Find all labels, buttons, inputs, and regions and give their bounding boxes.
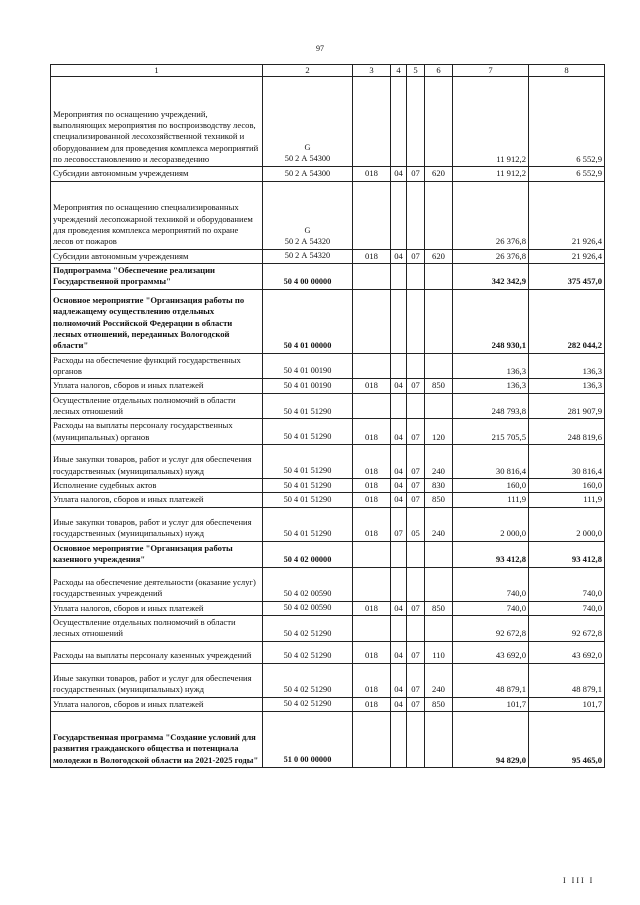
row-c5-cell: 07 — [407, 445, 425, 479]
table-header-row — [51, 65, 605, 77]
table-row — [51, 479, 605, 493]
row-c4-cell — [391, 711, 407, 767]
row-c5-cell — [407, 541, 425, 567]
row-c6-cell: 620 — [425, 167, 453, 181]
table-row — [51, 541, 605, 567]
row-code: 50 4 01 00190 — [283, 380, 332, 390]
row-c4-cell: 04 — [391, 379, 407, 393]
row-c6-cell — [425, 615, 453, 641]
table-row — [51, 615, 605, 641]
row-c3-cell — [353, 615, 391, 641]
row-code-cell — [263, 601, 353, 615]
table-row — [51, 393, 605, 419]
row-c6-cell: 850 — [425, 601, 453, 615]
row-c3-cell: 018 — [353, 663, 391, 697]
row-c6-cell: 620 — [425, 249, 453, 263]
row-v7-cell: 11 912,2 — [453, 77, 529, 167]
row-c3-cell: 018 — [353, 167, 391, 181]
row-v8-cell: 30 816,4 — [529, 445, 605, 479]
row-code: 50 4 02 51290 — [283, 684, 332, 694]
row-c5-cell — [407, 711, 425, 767]
row-name-cell: Государственная программа "Создание условий для развития гражданского общества и потенциала молодежи в Вологодской области на 2021-2025 годы" — [51, 711, 263, 767]
row-code-cell — [263, 393, 353, 419]
row-c6-cell: 120 — [425, 419, 453, 445]
row-c4-cell: 04 — [391, 697, 407, 711]
row-name-cell: Осуществление отдельных полномочий в области лесных отношений — [51, 615, 263, 641]
row-c5-cell: 07 — [407, 167, 425, 181]
header-cell: 2 — [263, 65, 353, 77]
row-v8-cell: 740,0 — [529, 567, 605, 601]
row-name-cell: Субсидии автономным учреждениям — [51, 167, 263, 181]
row-c6-cell: 240 — [425, 445, 453, 479]
row-code-cell — [263, 493, 353, 507]
row-name-cell: Уплата налогов, сборов и иных платежей — [51, 379, 263, 393]
row-v8-cell: 95 465,0 — [529, 711, 605, 767]
row-c3-cell: 018 — [353, 697, 391, 711]
row-c4-cell: 04 — [391, 493, 407, 507]
row-name-cell: Уплата налогов, сборов и иных платежей — [51, 697, 263, 711]
row-c5-cell: 05 — [407, 507, 425, 541]
row-c3-cell — [353, 541, 391, 567]
row-code-cell — [263, 77, 353, 167]
row-c5-cell: 07 — [407, 493, 425, 507]
row-v8-cell: 21 926,4 — [529, 181, 605, 249]
row-v7-cell: 740,0 — [453, 567, 529, 601]
row-name-cell: Иные закупки товаров, работ и услуг для обеспечения государственных (муниципальных) нужд — [51, 507, 263, 541]
row-c3-cell — [353, 181, 391, 249]
page-number: 97 — [316, 44, 324, 53]
table-row — [51, 567, 605, 601]
header-cell: 7 — [453, 65, 529, 77]
row-c4-cell — [391, 181, 407, 249]
row-c5-cell: 07 — [407, 641, 425, 663]
row-code: 50 4 00 00000 — [283, 276, 332, 286]
row-c6-cell — [425, 393, 453, 419]
row-c3-cell — [353, 711, 391, 767]
row-name-cell: Расходы на выплаты персоналу государственных (муниципальных) органов — [51, 419, 263, 445]
row-c6-cell — [425, 77, 453, 167]
row-c6-cell — [425, 567, 453, 601]
row-code-cell — [263, 379, 353, 393]
row-code-cell — [263, 167, 353, 181]
row-c5-cell — [407, 181, 425, 249]
row-code-cell — [263, 419, 353, 445]
row-code: 50 4 01 51290 — [283, 480, 332, 490]
row-name-cell: Расходы на обеспечение деятельности (оказание услуг) государственных учреждений — [51, 567, 263, 601]
row-v8-cell: 43 692,0 — [529, 641, 605, 663]
row-v7-cell: 342 342,9 — [453, 264, 529, 290]
row-v8-cell: 136,3 — [529, 379, 605, 393]
row-code: 50 4 02 00590 — [283, 588, 332, 598]
row-c6-cell — [425, 264, 453, 290]
table-row — [51, 353, 605, 379]
row-v8-cell: 375 457,0 — [529, 264, 605, 290]
row-v7-cell: 740,0 — [453, 601, 529, 615]
row-v8-cell: 93 412,8 — [529, 541, 605, 567]
row-v7-cell: 48 879,1 — [453, 663, 529, 697]
row-c5-cell — [407, 567, 425, 601]
row-c4-cell — [391, 353, 407, 379]
header-cell: 1 — [51, 65, 263, 77]
row-code-cell — [263, 479, 353, 493]
row-c5-cell: 07 — [407, 601, 425, 615]
row-code: 50 4 01 51290 — [283, 466, 332, 476]
row-c3-cell — [353, 264, 391, 290]
row-v8-cell: 136,3 — [529, 353, 605, 379]
row-c6-cell — [425, 289, 453, 353]
table-row — [51, 663, 605, 697]
row-v8-cell: 281 907,9 — [529, 393, 605, 419]
row-code: 50 4 02 00590 — [283, 602, 332, 612]
header-cell: 6 — [425, 65, 453, 77]
row-c4-cell: 04 — [391, 419, 407, 445]
row-c4-cell: 04 — [391, 641, 407, 663]
row-name-cell: Иные закупки товаров, работ и услуг для обеспечения государственных (муниципальных) нужд — [51, 663, 263, 697]
row-v8-cell: 92 672,8 — [529, 615, 605, 641]
header-cell: 8 — [529, 65, 605, 77]
row-c6-cell — [425, 711, 453, 767]
row-v8-cell: 2 000,0 — [529, 507, 605, 541]
row-c6-cell — [425, 353, 453, 379]
row-code: 50 4 02 51290 — [283, 698, 332, 708]
row-c4-cell: 04 — [391, 601, 407, 615]
row-c6-cell: 850 — [425, 379, 453, 393]
row-c4-cell: 04 — [391, 479, 407, 493]
row-v7-cell: 92 672,8 — [453, 615, 529, 641]
table-row — [51, 601, 605, 615]
row-v7-cell: 248 793,8 — [453, 393, 529, 419]
row-code-cell — [263, 615, 353, 641]
row-c3-cell: 018 — [353, 419, 391, 445]
row-c5-cell: 07 — [407, 419, 425, 445]
row-code-cell — [263, 353, 353, 379]
row-code: 50 4 01 00190 — [283, 366, 332, 376]
row-c4-cell — [391, 567, 407, 601]
row-c4-cell — [391, 393, 407, 419]
table-row — [51, 167, 605, 181]
row-c3-cell — [353, 393, 391, 419]
row-c5-cell: 07 — [407, 379, 425, 393]
row-code: 50 2 А 54300 — [284, 154, 331, 164]
row-code: 50 4 01 51290 — [283, 432, 332, 442]
row-c6-cell: 240 — [425, 507, 453, 541]
row-c6-cell: 240 — [425, 663, 453, 697]
row-name-cell: Основное мероприятие "Организация работы по надлежащему осуществлению отдельных полномочий Российской Федерации в области лесных отношений, переданных Вологодской области" — [51, 289, 263, 353]
row-v8-cell: 111,9 — [529, 493, 605, 507]
row-name-cell: Расходы на обеспечение функций государственных органов — [51, 353, 263, 379]
row-c6-cell: 830 — [425, 479, 453, 493]
row-c4-cell: 07 — [391, 507, 407, 541]
row-v7-cell: 248 930,1 — [453, 289, 529, 353]
table-row — [51, 641, 605, 663]
row-c6-cell: 110 — [425, 641, 453, 663]
row-v8-cell: 6 552,9 — [529, 77, 605, 167]
row-code: 50 2 А 54320 — [284, 251, 331, 261]
row-c4-cell: 04 — [391, 249, 407, 263]
row-c6-cell — [425, 541, 453, 567]
row-c3-cell: 018 — [353, 601, 391, 615]
row-code-note: G — [304, 225, 311, 235]
row-v7-cell: 26 376,8 — [453, 249, 529, 263]
row-name-cell: Мероприятия по оснащению учреждений, выполняющих мероприятия по воспроизводству лесов, специализированной лесохозяйственной техникой и оборудованием для проведения комплекса мероприятий по лесовосстановлению и лесоразведению — [51, 77, 263, 167]
row-c5-cell: 07 — [407, 479, 425, 493]
row-c5-cell — [407, 393, 425, 419]
row-code-cell — [263, 507, 353, 541]
table-row — [51, 507, 605, 541]
row-c5-cell — [407, 353, 425, 379]
row-c4-cell: 04 — [391, 167, 407, 181]
row-c4-cell — [391, 264, 407, 290]
row-code-cell — [263, 711, 353, 767]
row-c5-cell: 07 — [407, 697, 425, 711]
row-code: 50 4 02 51290 — [283, 650, 332, 660]
row-v8-cell: 48 879,1 — [529, 663, 605, 697]
row-c3-cell: 018 — [353, 493, 391, 507]
row-c3-cell: 018 — [353, 479, 391, 493]
row-c5-cell — [407, 264, 425, 290]
row-code-cell — [263, 181, 353, 249]
table-row — [51, 264, 605, 290]
row-v8-cell: 282 044,2 — [529, 289, 605, 353]
row-code-cell — [263, 264, 353, 290]
row-v8-cell: 160,0 — [529, 479, 605, 493]
row-v7-cell: 160,0 — [453, 479, 529, 493]
row-c4-cell — [391, 289, 407, 353]
table-row — [51, 181, 605, 249]
table-row — [51, 445, 605, 479]
row-c3-cell: 018 — [353, 445, 391, 479]
row-code: 50 4 01 51290 — [283, 406, 332, 416]
row-c5-cell — [407, 615, 425, 641]
row-code: 50 2 А 54300 — [284, 168, 331, 178]
row-code: 50 2 А 54320 — [284, 236, 331, 246]
budget-table — [50, 64, 605, 768]
row-code: 50 4 01 00000 — [283, 340, 332, 350]
row-name-cell: Подпрограмма "Обеспечение реализации Государственной программы" — [51, 264, 263, 290]
row-code: 50 4 01 51290 — [283, 528, 332, 538]
row-v8-cell: 21 926,4 — [529, 249, 605, 263]
header-cell: 5 — [407, 65, 425, 77]
row-v7-cell: 93 412,8 — [453, 541, 529, 567]
row-code-cell — [263, 289, 353, 353]
row-v7-cell: 111,9 — [453, 493, 529, 507]
row-c3-cell — [353, 77, 391, 167]
row-name-cell: Иные закупки товаров, работ и услуг для обеспечения государственных (муниципальных) нужд — [51, 445, 263, 479]
row-code: 50 4 02 51290 — [283, 628, 332, 638]
row-c5-cell: 07 — [407, 663, 425, 697]
row-name-cell: Расходы на выплаты персоналу казенных учреждений — [51, 641, 263, 663]
table-row — [51, 493, 605, 507]
row-name-cell: Мероприятия по оснащению специализированных учреждений лесопожарной техникой и оборудованием для проведения комплекса мероприятий по охране лесов от пожаров — [51, 181, 263, 249]
table-row — [51, 289, 605, 353]
row-code: 50 4 02 00000 — [283, 554, 332, 564]
row-v7-cell: 11 912,2 — [453, 167, 529, 181]
row-c6-cell: 850 — [425, 697, 453, 711]
row-v7-cell: 101,7 — [453, 697, 529, 711]
row-c4-cell — [391, 541, 407, 567]
row-code-cell — [263, 541, 353, 567]
row-c4-cell: 04 — [391, 663, 407, 697]
row-v7-cell: 136,3 — [453, 379, 529, 393]
footer-mark: I III I — [563, 876, 595, 885]
row-v7-cell: 2 000,0 — [453, 507, 529, 541]
row-v8-cell: 101,7 — [529, 697, 605, 711]
row-c5-cell: 07 — [407, 249, 425, 263]
row-code-cell — [263, 445, 353, 479]
row-v7-cell: 136,3 — [453, 353, 529, 379]
row-name-cell: Уплата налогов, сборов и иных платежей — [51, 493, 263, 507]
row-c3-cell — [353, 567, 391, 601]
row-c3-cell: 018 — [353, 507, 391, 541]
row-c3-cell — [353, 353, 391, 379]
table-body — [51, 77, 605, 768]
row-code-cell — [263, 663, 353, 697]
row-c3-cell: 018 — [353, 249, 391, 263]
row-code-cell — [263, 641, 353, 663]
row-code: 50 4 01 51290 — [283, 494, 332, 504]
table-row — [51, 419, 605, 445]
row-c6-cell — [425, 181, 453, 249]
table-row — [51, 697, 605, 711]
row-code-cell — [263, 697, 353, 711]
row-name-cell: Уплата налогов, сборов и иных платежей — [51, 601, 263, 615]
table-row — [51, 77, 605, 167]
row-v8-cell: 740,0 — [529, 601, 605, 615]
row-v7-cell: 30 816,4 — [453, 445, 529, 479]
row-code-cell — [263, 249, 353, 263]
row-v7-cell: 26 376,8 — [453, 181, 529, 249]
row-v7-cell: 94 829,0 — [453, 711, 529, 767]
row-code-note: G — [304, 143, 311, 153]
row-c4-cell: 04 — [391, 445, 407, 479]
row-v8-cell: 6 552,9 — [529, 167, 605, 181]
header-cell: 4 — [391, 65, 407, 77]
row-c4-cell — [391, 77, 407, 167]
row-c4-cell — [391, 615, 407, 641]
row-name-cell: Исполнение судебных актов — [51, 479, 263, 493]
table-row — [51, 711, 605, 767]
row-c3-cell — [353, 289, 391, 353]
row-name-cell: Осуществление отдельных полномочий в области лесных отношений — [51, 393, 263, 419]
row-c6-cell: 850 — [425, 493, 453, 507]
row-v7-cell: 43 692,0 — [453, 641, 529, 663]
row-v8-cell: 248 819,6 — [529, 419, 605, 445]
row-name-cell: Субсидии автономным учреждениям — [51, 249, 263, 263]
row-c3-cell: 018 — [353, 641, 391, 663]
row-c5-cell — [407, 77, 425, 167]
row-c5-cell — [407, 289, 425, 353]
header-cell: 3 — [353, 65, 391, 77]
row-name-cell: Основное мероприятие "Организация работы казенного учреждения" — [51, 541, 263, 567]
row-v7-cell: 215 705,5 — [453, 419, 529, 445]
row-c3-cell: 018 — [353, 379, 391, 393]
row-code-cell — [263, 567, 353, 601]
table-row — [51, 379, 605, 393]
row-code: 51 0 00 00000 — [283, 754, 332, 764]
table-row — [51, 249, 605, 263]
